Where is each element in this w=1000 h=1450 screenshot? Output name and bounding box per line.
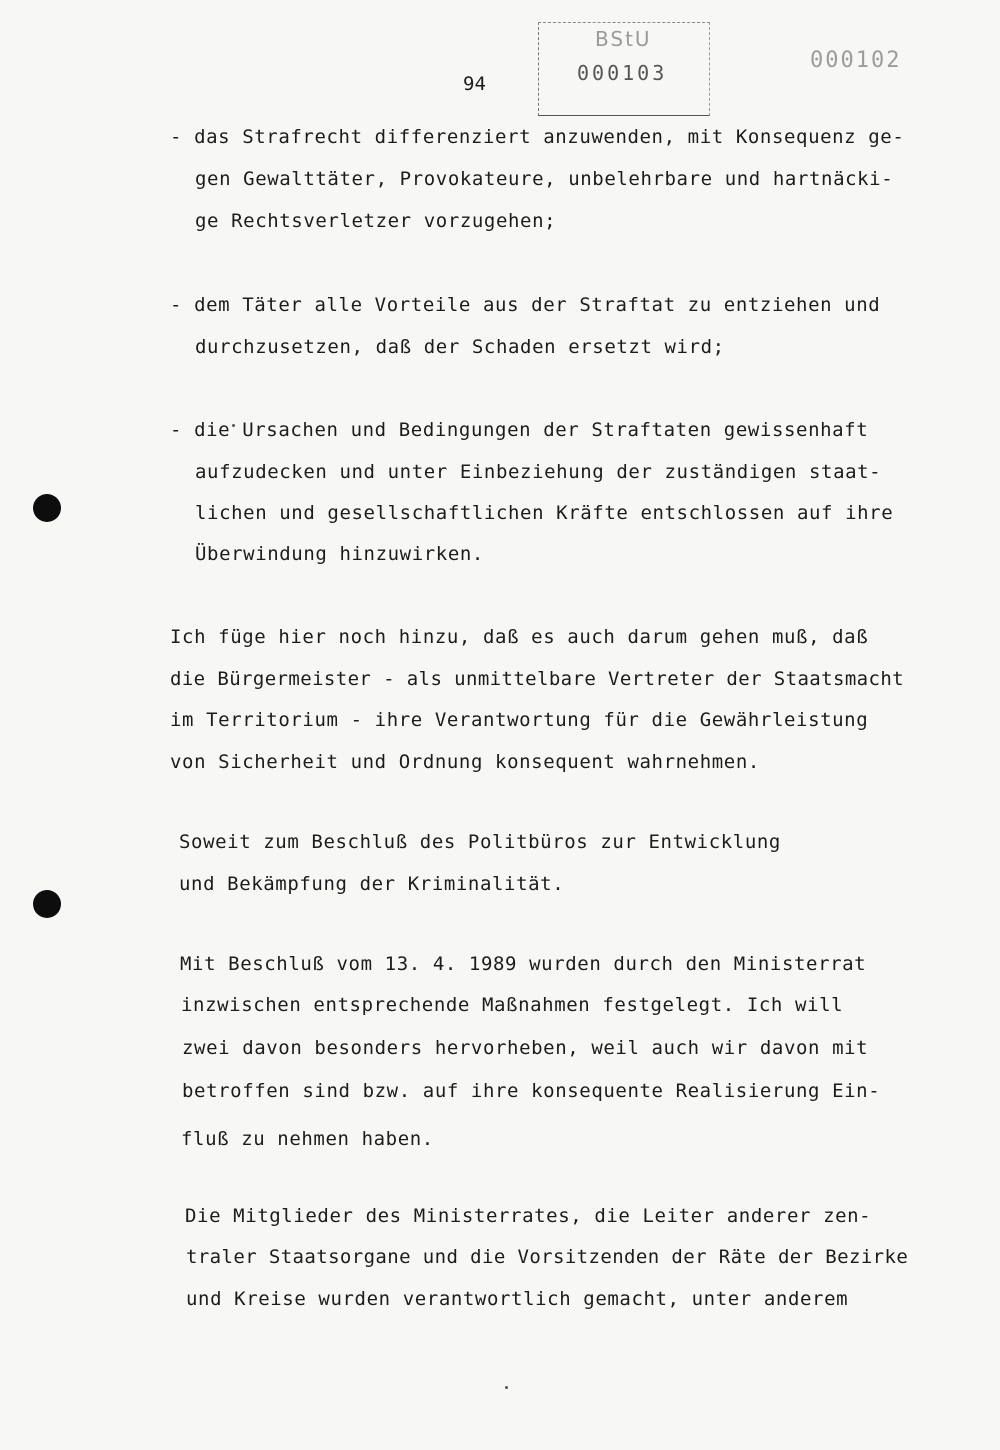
text-line: Mit Beschluß vom 13. 4. 1989 wurden durch den Ministerrat xyxy=(180,953,867,975)
text-line: durchzusetzen, daß der Schaden ersetzt wird; xyxy=(195,336,725,358)
text-line: fluß zu nehmen haben. xyxy=(181,1128,434,1150)
text-line: Die Mitglieder des Ministerrates, die Leiter anderer zen- xyxy=(185,1205,872,1227)
punch-hole-top xyxy=(33,494,61,522)
archive-page-number: 000102 xyxy=(810,48,902,73)
stamp-label: BStU xyxy=(595,27,652,51)
text-line: Soweit zum Beschluß des Politbüros zur Entwicklung xyxy=(179,831,781,853)
text-line: zwei davon besonders hervorheben, weil auch wir davon mit xyxy=(182,1037,869,1059)
paper-speck xyxy=(505,1386,508,1389)
text-line: im Territorium - ihre Verantwortung für die Gewährleistung xyxy=(170,709,869,731)
text-line: - dem Täter alle Vorteile aus der Straftat zu entziehen und xyxy=(170,294,881,316)
text-line: ge Rechtsverletzer vorzugehen; xyxy=(195,210,557,232)
text-line: traler Staatsorgane und die Vorsitzenden der Räte der Bezirke xyxy=(186,1246,909,1268)
text-line: lichen und gesellschaftlichen Kräfte entschlossen auf ihre xyxy=(195,502,894,524)
text-line: und Bekämpfung der Kriminalität. xyxy=(179,873,565,895)
text-line: aufzudecken und unter Einbeziehung der zuständigen staat- xyxy=(195,461,882,483)
text-line: von Sicherheit und Ordnung konsequent wahrnehmen. xyxy=(170,751,760,773)
archive-stamp xyxy=(538,22,710,116)
text-line: - die Ursachen und Bedingungen der Straftaten gewissenhaft xyxy=(170,419,869,441)
text-line: Überwindung hinzuwirken. xyxy=(195,543,484,565)
text-line: die Bürgermeister - als unmittelbare Vertreter der Staatsmacht xyxy=(170,668,905,690)
text-line: gen Gewalttäter, Provokateure, unbelehrbare und hartnäcki- xyxy=(195,168,894,190)
text-line: betroffen sind bzw. auf ihre konsequente Realisierung Ein- xyxy=(182,1080,881,1102)
text-line: Ich füge hier noch hinzu, daß es auch darum gehen muß, daß xyxy=(170,626,869,648)
text-line: und Kreise wurden verantwortlich gemacht, unter anderem xyxy=(186,1288,849,1310)
text-line: - das Strafrecht differenziert anzuwenden, mit Konsequenz ge- xyxy=(170,126,905,148)
stamp-number: 000103 xyxy=(577,61,668,85)
page-number: 94 xyxy=(463,73,486,95)
punch-hole-bottom xyxy=(33,890,61,918)
text-line: inzwischen entsprechende Maßnahmen festgelegt. Ich will xyxy=(181,994,844,1016)
